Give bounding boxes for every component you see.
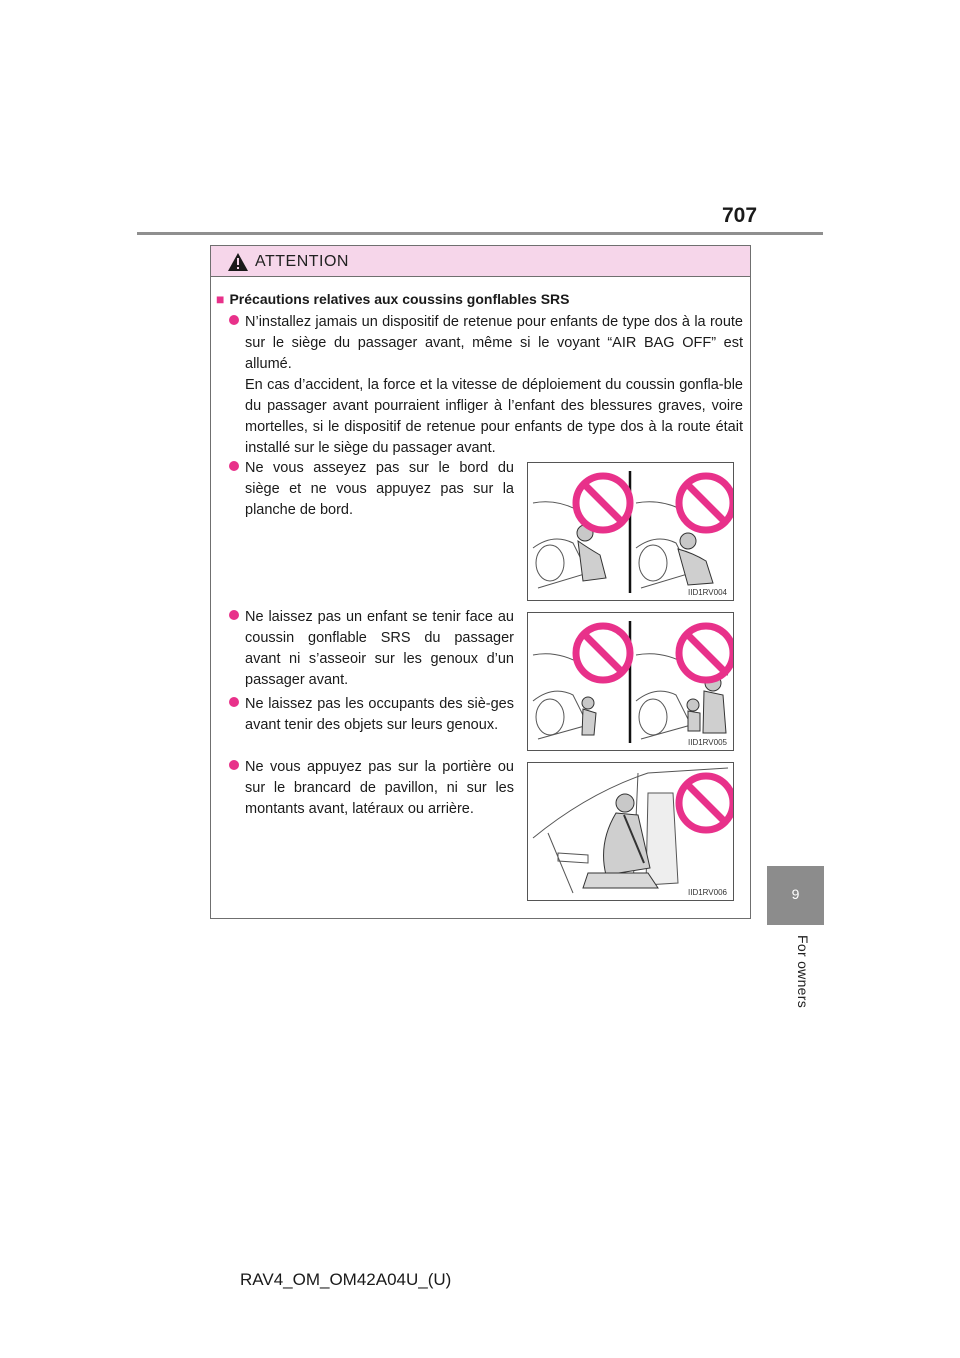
caution-item <box>245 312 743 375</box>
caution-item <box>245 694 514 736</box>
illustration-leaning-dashboard <box>527 462 734 601</box>
footer-model-code: RAV4_OM_OM42A04U_(U) <box>240 1270 452 1289</box>
caution-item <box>245 757 514 820</box>
section-title <box>216 291 569 307</box>
bullet-icon <box>229 610 239 620</box>
bullet-icon <box>229 697 239 707</box>
chapter-label: For owners <box>795 935 811 1009</box>
caution-box <box>210 245 751 919</box>
dashboard-scene-icon <box>528 463 733 600</box>
caution-item-text: Ne vous appuyez pas sur la portière ou sur le brancard de pavillon, ni sur les montants avant, latéraux ou arrière. <box>245 759 514 817</box>
door-leaning-scene-icon <box>528 763 733 900</box>
caution-title: ATTENTION <box>255 253 349 270</box>
illustration-code: IID1RV006 <box>688 888 727 897</box>
illustration-code: IID1RV004 <box>688 588 727 597</box>
bullet-icon <box>229 315 239 325</box>
caution-item-text: En cas d’accident, la force et la vitesse de déploiement du coussin gonfla-ble du passager avant pourraient infliger à l’enfant des blessures graves, voire mortelles, si le dispositif de retenue pour enfants de type dos à la route était installé sur le siège du passager avant. <box>245 377 743 456</box>
caution-header <box>211 246 750 277</box>
caution-item-text: Ne laissez pas les occupants des siè-ges avant tenir des objets sur leurs genoux. <box>245 696 514 733</box>
warning-icon <box>227 252 249 272</box>
child-airbag-scene-icon <box>528 613 733 750</box>
bullet-icon <box>229 760 239 770</box>
header-rule <box>137 232 823 235</box>
illustration-child-airbag <box>527 612 734 751</box>
illustration-leaning-door <box>527 762 734 901</box>
illustration-code: IID1RV005 <box>688 738 727 747</box>
caution-item-continuation <box>245 375 743 459</box>
chapter-tab <box>767 866 824 925</box>
chapter-number: 9 <box>791 886 800 902</box>
section-title-text: Précautions relatives aux coussins gonflables SRS <box>229 291 570 307</box>
bullet-icon <box>229 461 239 471</box>
caution-item-text: N’installez jamais un dispositif de retenue pour enfants de type dos à la route sur le siège du passager avant, même si le voyant “AIR BAG OFF” est allumé. <box>245 314 743 372</box>
caution-item <box>245 458 514 521</box>
caution-item-text: Ne laissez pas un enfant se tenir face au coussin gonflable SRS du passager avant ni s’asseoir sur les genoux d’un passager avant. <box>245 609 514 688</box>
caution-item-text: Ne vous asseyez pas sur le bord du siège et ne vous appuyez pas sur la planche de bord. <box>245 460 514 518</box>
caution-item <box>245 607 514 691</box>
square-bullet-icon: ■ <box>216 291 225 307</box>
page-number: 707 <box>722 204 758 227</box>
